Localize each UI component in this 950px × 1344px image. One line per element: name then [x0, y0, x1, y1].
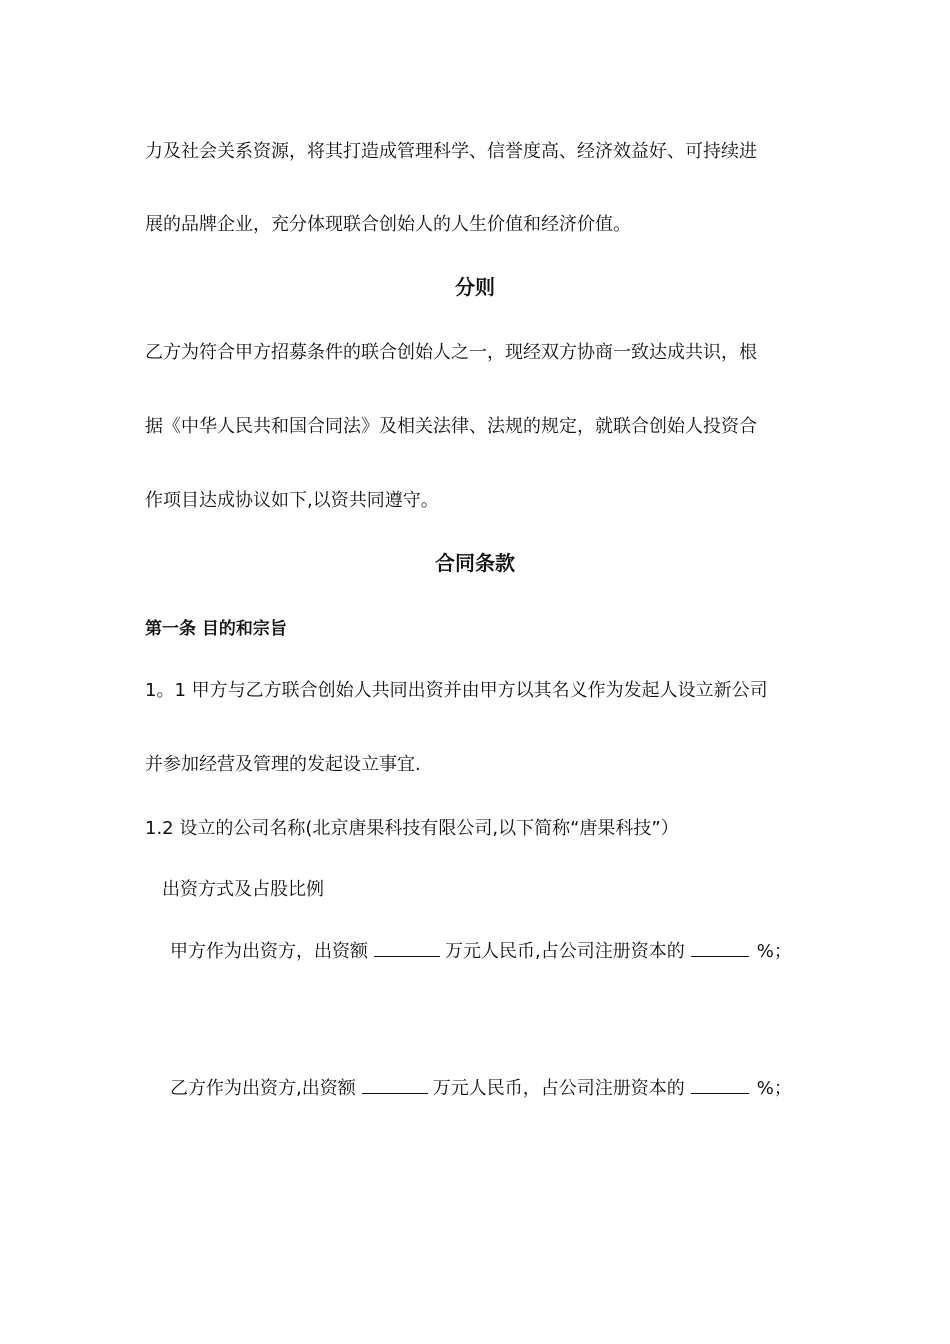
clause-1-2: 1.2 设立的公司名称(北京唐果科技有限公司,以下简称“唐果科技”）	[145, 818, 679, 839]
party-b-amount-blank[interactable]	[362, 1077, 428, 1094]
party-a-suffix: %；	[756, 941, 792, 962]
contribution-title: 出资方式及占股比例	[162, 879, 324, 900]
section-heading-terms: 合同条款	[435, 551, 515, 575]
clause-1-1-line-1: 1。1 甲方与乙方联合创始人共同出资并由甲方以其名义作为发起人设立新公司	[145, 680, 768, 701]
party-a-middle: 万元人民币,占公司注册资本的	[445, 941, 685, 962]
paragraph-fenze-line-2: 据《中华人民共和国合同法》及相关法律、法规的规定，就联合创始人投资合	[145, 416, 757, 437]
paragraph-intro-line-2: 展的品牌企业，充分体现联合创始人的人生价值和经济价值。	[145, 214, 631, 235]
party-a-prefix: 甲方作为出资方，出资额	[170, 941, 368, 962]
party-b-suffix: %；	[756, 1078, 792, 1099]
paragraph-intro-line-1: 力及社会关系资源，将其打造成管理科学、信誉度高、经济效益好、可持续进	[145, 141, 757, 162]
section-heading-fenze: 分则	[455, 275, 495, 299]
party-a-contribution	[170, 940, 792, 964]
paragraph-fenze-line-1: 乙方为符合甲方招募条件的联合创始人之一，现经双方协商一致达成共识，根	[145, 342, 757, 363]
party-b-prefix: 乙方作为出资方,出资额	[170, 1078, 356, 1099]
party-b-contribution	[170, 1077, 792, 1101]
party-a-amount-blank[interactable]	[374, 940, 440, 957]
clause-1-1-line-2: 并参加经营及管理的发起设立事宜.	[145, 754, 421, 775]
party-b-middle: 万元人民币，占公司注册资本的	[432, 1078, 685, 1099]
party-a-percent-blank[interactable]	[691, 940, 749, 957]
article-1-title: 第一条 目的和宗旨	[145, 619, 287, 639]
paragraph-fenze-line-3: 作项目达成协议如下,以资共同遵守。	[145, 490, 439, 511]
party-b-percent-blank[interactable]	[691, 1077, 749, 1094]
